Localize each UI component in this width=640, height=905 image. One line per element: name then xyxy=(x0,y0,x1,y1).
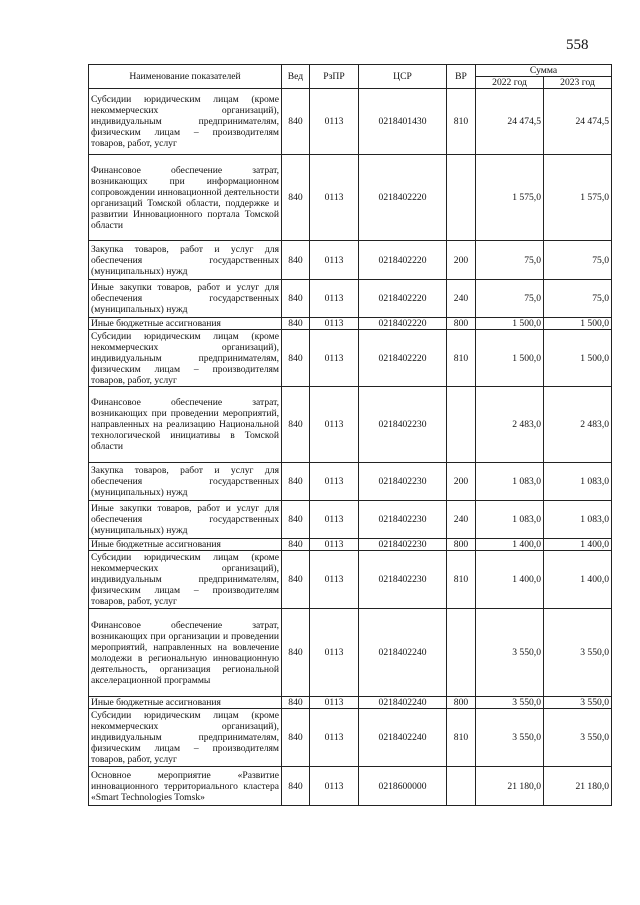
row-sum-2023: 24 474,5 xyxy=(544,89,612,155)
row-name: Субсидии юридическим лицам (кроме некоммерческих организаций), индивидуальным предпринимателям, физическим лицам – производителям товаров, работ, услуг xyxy=(89,330,282,387)
header-ved: Вед xyxy=(282,65,310,89)
row-ved: 840 xyxy=(282,155,310,241)
row-csr: 0218401430 xyxy=(359,89,447,155)
table-row xyxy=(89,241,612,280)
page-number: 558 xyxy=(566,37,589,53)
row-rzpr: 0113 xyxy=(310,89,359,155)
row-ved: 840 xyxy=(282,767,310,806)
row-csr: 0218402220 xyxy=(359,155,447,241)
row-vr: 200 xyxy=(447,241,476,280)
row-vr: 800 xyxy=(447,697,476,709)
table-row xyxy=(89,551,612,609)
row-vr: 240 xyxy=(447,280,476,318)
row-ved: 840 xyxy=(282,697,310,709)
row-name: Закупка товаров, работ и услуг для обеспечения государственных (муниципальных) нужд xyxy=(89,463,282,501)
row-ved: 840 xyxy=(282,280,310,318)
row-sum-2023: 1 400,0 xyxy=(544,551,612,609)
row-csr: 0218402230 xyxy=(359,463,447,501)
row-rzpr: 0113 xyxy=(310,697,359,709)
row-name: Субсидии юридическим лицам (кроме некоммерческих организаций), индивидуальным предпринимателям, физическим лицам – производителям товаров, работ, услуг xyxy=(89,89,282,155)
row-sum-2022: 24 474,5 xyxy=(476,89,544,155)
header-year-2022: 2022 год xyxy=(476,77,544,89)
row-sum-2023: 1 083,0 xyxy=(544,463,612,501)
row-name: Основное мероприятие «Развитие инновационного территориального кластера «Smart Technologies Tomsk» xyxy=(89,767,282,806)
row-name: Финансовое обеспечение затрат, возникающих при информационном сопровождении инновационной деятельности организаций Томской области, поддержке и развитии Инновационного портала Томской области xyxy=(89,155,282,241)
row-ved: 840 xyxy=(282,89,310,155)
row-name: Субсидии юридическим лицам (кроме некоммерческих организаций), индивидуальным предпринимателям, физическим лицам – производителям товаров, работ, услуг xyxy=(89,551,282,609)
table-row xyxy=(89,767,612,806)
row-rzpr: 0113 xyxy=(310,501,359,539)
row-ved: 840 xyxy=(282,387,310,463)
row-rzpr: 0113 xyxy=(310,330,359,387)
header-rzpr: РзПР xyxy=(310,65,359,89)
row-sum-2023: 75,0 xyxy=(544,280,612,318)
row-rzpr: 0113 xyxy=(310,463,359,501)
table-row xyxy=(89,330,612,387)
row-csr: 0218402220 xyxy=(359,330,447,387)
row-rzpr: 0113 xyxy=(310,551,359,609)
table-header xyxy=(89,65,612,89)
budget-table xyxy=(88,64,612,806)
row-csr: 0218600000 xyxy=(359,767,447,806)
header-sum: Сумма xyxy=(476,65,612,77)
row-csr: 0218402230 xyxy=(359,551,447,609)
header-vr: ВР xyxy=(447,65,476,89)
row-sum-2023: 3 550,0 xyxy=(544,697,612,709)
row-csr: 0218402240 xyxy=(359,609,447,697)
row-sum-2022: 75,0 xyxy=(476,280,544,318)
table-row xyxy=(89,89,612,155)
row-csr: 0218402240 xyxy=(359,709,447,767)
row-name: Субсидии юридическим лицам (кроме некоммерческих организаций), индивидуальным предпринимателям, физическим лицам – производителям товаров, работ, услуг xyxy=(89,709,282,767)
row-name: Закупка товаров, работ и услуг для обеспечения государственных (муниципальных) нужд xyxy=(89,241,282,280)
table-row xyxy=(89,609,612,697)
row-rzpr: 0113 xyxy=(310,280,359,318)
table-row xyxy=(89,539,612,551)
row-ved: 840 xyxy=(282,501,310,539)
row-rzpr: 0113 xyxy=(310,318,359,330)
row-ved: 840 xyxy=(282,709,310,767)
row-rzpr: 0113 xyxy=(310,155,359,241)
row-rzpr: 0113 xyxy=(310,709,359,767)
row-sum-2022: 2 483,0 xyxy=(476,387,544,463)
row-name: Иные бюджетные ассигнования xyxy=(89,697,282,709)
row-name: Иные закупки товаров, работ и услуг для обеспечения государственных (муниципальных) нужд xyxy=(89,501,282,539)
row-name: Финансовое обеспечение затрат, возникающих при проведении мероприятий, направленных на реализацию Национальной технологической инициативы в Томской области xyxy=(89,387,282,463)
row-sum-2022: 21 180,0 xyxy=(476,767,544,806)
row-vr xyxy=(447,767,476,806)
row-sum-2022: 1 400,0 xyxy=(476,539,544,551)
row-sum-2023: 1 083,0 xyxy=(544,501,612,539)
header-year-2023: 2023 год xyxy=(544,77,612,89)
row-sum-2023: 3 550,0 xyxy=(544,609,612,697)
row-sum-2023: 1 575,0 xyxy=(544,155,612,241)
row-vr: 810 xyxy=(447,551,476,609)
table-row xyxy=(89,709,612,767)
row-csr: 0218402230 xyxy=(359,539,447,551)
row-csr: 0218402220 xyxy=(359,241,447,280)
row-sum-2023: 3 550,0 xyxy=(544,709,612,767)
row-vr: 240 xyxy=(447,501,476,539)
row-sum-2022: 75,0 xyxy=(476,241,544,280)
row-csr: 0218402230 xyxy=(359,501,447,539)
row-sum-2022: 3 550,0 xyxy=(476,609,544,697)
row-sum-2023: 1 400,0 xyxy=(544,539,612,551)
row-ved: 840 xyxy=(282,318,310,330)
row-sum-2023: 1 500,0 xyxy=(544,318,612,330)
table-row xyxy=(89,387,612,463)
row-sum-2023: 75,0 xyxy=(544,241,612,280)
table-row xyxy=(89,318,612,330)
row-rzpr: 0113 xyxy=(310,387,359,463)
row-vr xyxy=(447,387,476,463)
row-rzpr: 0113 xyxy=(310,609,359,697)
table-row xyxy=(89,155,612,241)
table-row xyxy=(89,501,612,539)
row-sum-2022: 1 575,0 xyxy=(476,155,544,241)
row-vr: 800 xyxy=(447,539,476,551)
row-sum-2022: 1 500,0 xyxy=(476,318,544,330)
row-csr: 0218402220 xyxy=(359,280,447,318)
row-sum-2022: 1 083,0 xyxy=(476,463,544,501)
row-vr: 810 xyxy=(447,709,476,767)
row-vr: 800 xyxy=(447,318,476,330)
row-name: Финансовое обеспечение затрат, возникающих при организации и проведении мероприятий, направленных на вовлечение молодежи в региональную инновационную деятельность, организация региональной акселерационной программы xyxy=(89,609,282,697)
row-sum-2022: 3 550,0 xyxy=(476,709,544,767)
row-csr: 0218402230 xyxy=(359,387,447,463)
table-row xyxy=(89,463,612,501)
row-ved: 840 xyxy=(282,539,310,551)
table-row xyxy=(89,280,612,318)
header-name: Наименование показателей xyxy=(89,65,282,89)
row-sum-2022: 1 400,0 xyxy=(476,551,544,609)
row-sum-2023: 1 500,0 xyxy=(544,330,612,387)
row-csr: 0218402220 xyxy=(359,318,447,330)
row-vr: 810 xyxy=(447,89,476,155)
row-name: Иные бюджетные ассигнования xyxy=(89,539,282,551)
row-vr xyxy=(447,155,476,241)
row-name: Иные бюджетные ассигнования xyxy=(89,318,282,330)
table-row xyxy=(89,697,612,709)
row-ved: 840 xyxy=(282,241,310,280)
row-ved: 840 xyxy=(282,551,310,609)
row-vr: 810 xyxy=(447,330,476,387)
row-vr xyxy=(447,609,476,697)
row-sum-2023: 21 180,0 xyxy=(544,767,612,806)
row-vr: 200 xyxy=(447,463,476,501)
row-sum-2022: 1 083,0 xyxy=(476,501,544,539)
row-sum-2022: 1 500,0 xyxy=(476,330,544,387)
table-body xyxy=(89,89,612,806)
row-rzpr: 0113 xyxy=(310,539,359,551)
row-rzpr: 0113 xyxy=(310,767,359,806)
row-sum-2023: 2 483,0 xyxy=(544,387,612,463)
row-ved: 840 xyxy=(282,330,310,387)
row-ved: 840 xyxy=(282,609,310,697)
row-csr: 0218402240 xyxy=(359,697,447,709)
row-rzpr: 0113 xyxy=(310,241,359,280)
row-sum-2022: 3 550,0 xyxy=(476,697,544,709)
row-name: Иные закупки товаров, работ и услуг для обеспечения государственных (муниципальных) нужд xyxy=(89,280,282,318)
header-csr: ЦСР xyxy=(359,65,447,89)
row-ved: 840 xyxy=(282,463,310,501)
